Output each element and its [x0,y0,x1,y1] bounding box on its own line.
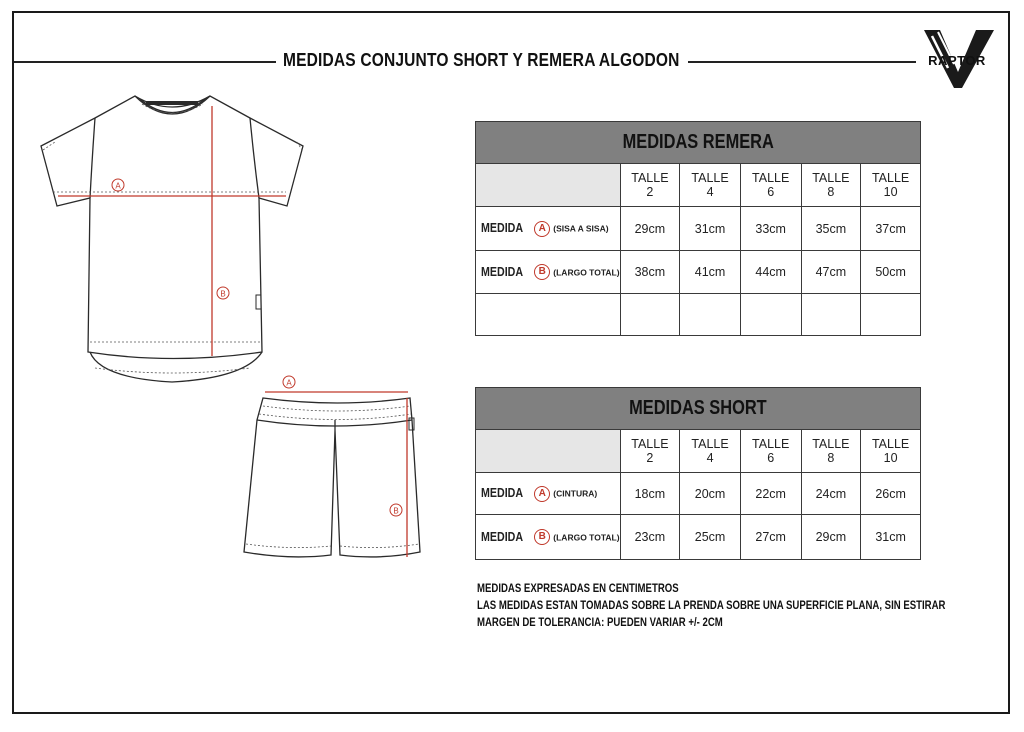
short-row-label: MEDIDA B (LARGO TOTAL) [476,515,621,560]
table-cell: 23cm [620,515,680,560]
short-size-col: TALLE 4 [680,430,741,473]
table-cell: 29cm [620,207,680,251]
table-row-empty [476,294,921,336]
table-cell: 22cm [740,473,801,515]
remera-row-label: MEDIDA A (SISA A SISA) [476,207,621,251]
shorts-marker-b [390,504,402,516]
short-size-col: TALLE 10 [861,430,921,473]
remera-size-col: TALLE 2 [620,164,680,207]
remera-size-col: TALLE 6 [740,164,801,207]
table-cell: 41cm [680,251,741,294]
table-cell: 24cm [801,473,861,515]
table-row [476,515,921,560]
tshirt-marker-b [217,287,229,299]
tshirt-marker-a [112,179,124,191]
remera-size-col: TALLE 8 [801,164,861,207]
svg-text:A: A [286,378,292,388]
table-cell: 29cm [801,515,861,560]
table-row [476,473,921,515]
table-cell: 25cm [680,515,741,560]
table-cell: 26cm [861,473,921,515]
svg-text:A: A [115,181,121,191]
short-size-col: TALLE 6 [740,430,801,473]
measurement-notes [477,580,945,631]
remera-row-label: MEDIDA B (LARGO TOTAL) [476,251,621,294]
tshirt-drawing [41,96,303,382]
short-row-label: MEDIDA A (CINTURA) [476,473,621,515]
neck-label [146,101,198,105]
table-cell: 31cm [861,515,921,560]
table-row [476,207,921,251]
svg-text:B: B [393,506,399,516]
shorts-marker-a [283,376,295,388]
svg-text:B: B [220,289,226,299]
note-line: LAS MEDIDAS ESTAN TOMADAS SOBRE LA PRENDA SOBRE UNA SUPERFICIE PLANA, SIN ESTIRAR [477,598,946,612]
short-size-col: TALLE 8 [801,430,861,473]
table-cell: 38cm [620,251,680,294]
remera-table [475,121,921,336]
shorts-drawing [244,398,420,557]
table-cell: 47cm [801,251,861,294]
table-cell: 27cm [740,515,801,560]
short-heading: MEDIDAS SHORT [476,388,921,430]
note-line: MARGEN DE TOLERANCIA: PUEDEN VARIAR +/- 2CM [477,615,723,629]
remera-heading: MEDIDAS REMERA [476,122,921,164]
short-size-col: TALLE 2 [620,430,680,473]
table-cell: 31cm [680,207,741,251]
table-cell: 18cm [620,473,680,515]
tshirt-measure-lines [58,106,286,356]
table-cell: 20cm [680,473,741,515]
remera-size-col: TALLE 4 [680,164,741,207]
remera-size-col: TALLE 10 [861,164,921,207]
note-line: MEDIDAS EXPRESADAS EN CENTIMETROS [477,581,679,595]
table-row [476,251,921,294]
table-cell: 35cm [801,207,861,251]
short-table [475,387,921,560]
page-title: MEDIDAS CONJUNTO SHORT Y REMERA ALGODON [283,49,680,70]
brand-name: RAPTOR [928,53,986,68]
short-corner [476,430,621,473]
remera-corner [476,164,621,207]
table-cell: 37cm [861,207,921,251]
table-cell: 33cm [740,207,801,251]
table-cell: 50cm [861,251,921,294]
tshirt-stitches [43,104,302,373]
side-tag [256,295,261,309]
table-cell: 44cm [740,251,801,294]
